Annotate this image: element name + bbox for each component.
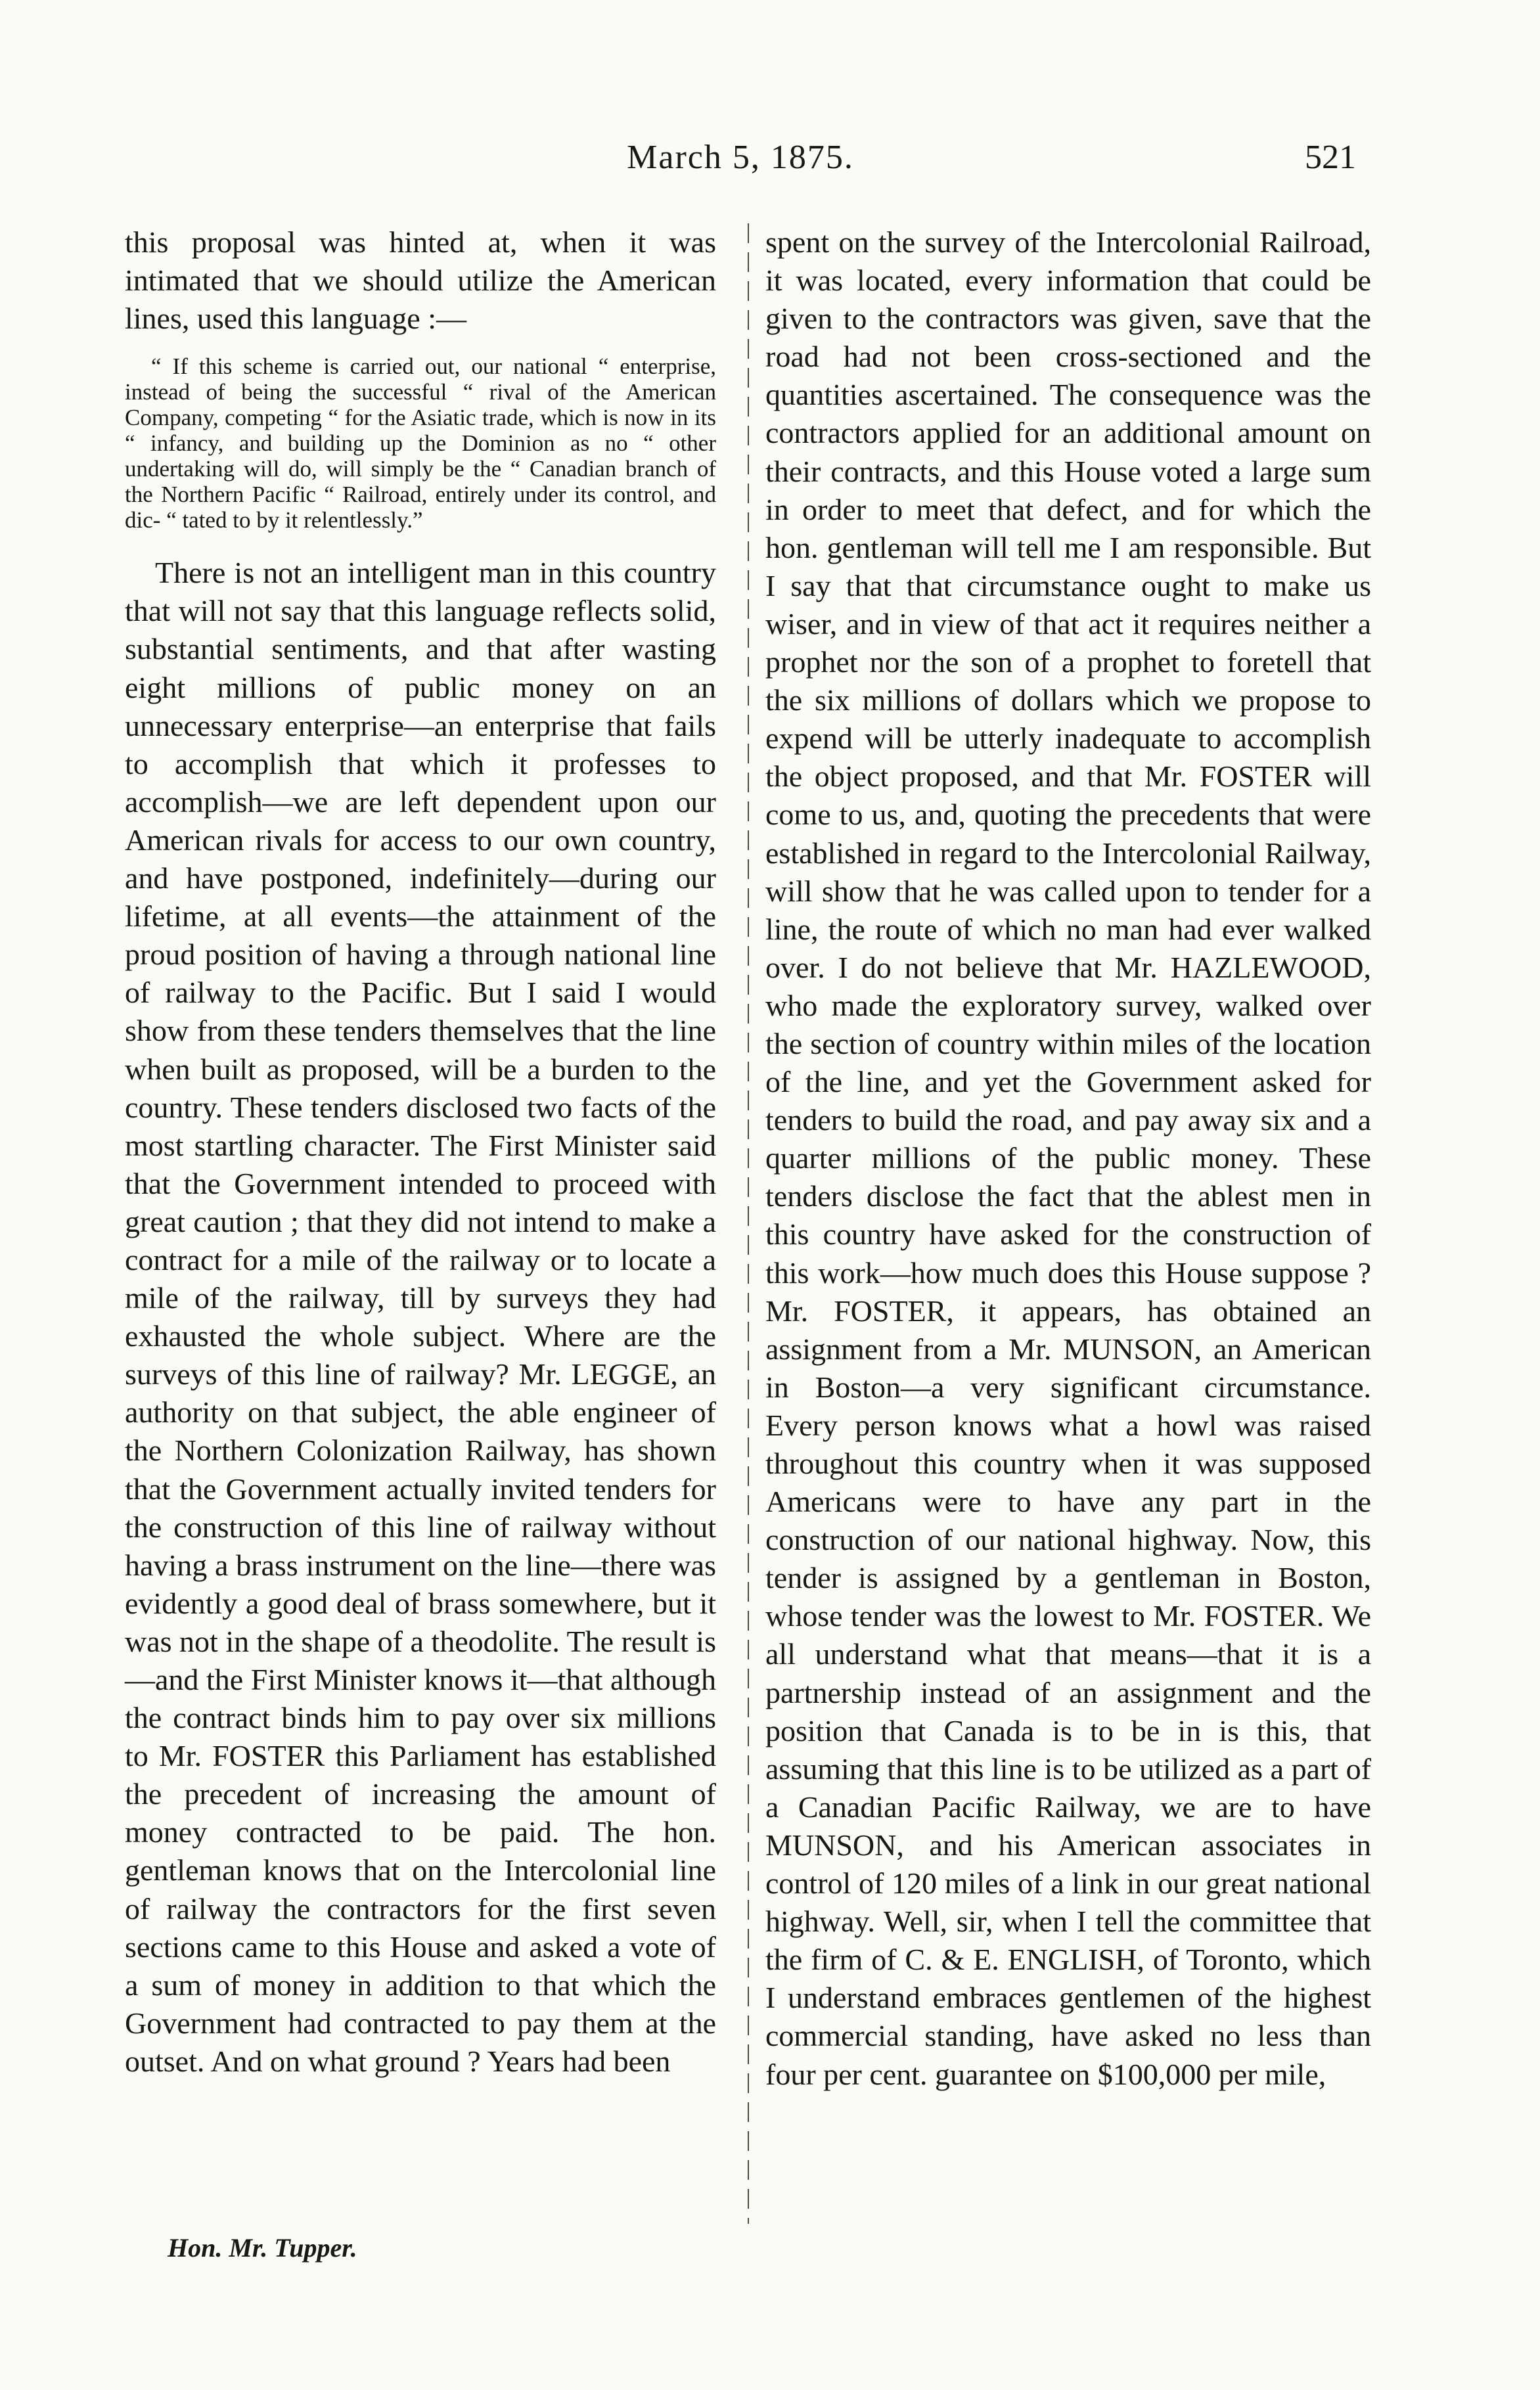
speaker-footer: Hon. Mr. Tupper. [168, 2233, 357, 2263]
left-column [125, 223, 716, 2081]
right-body-paragraph: spent on the survey of the Intercolonial Railroad, it was located, every information that could be given to the contractors was given, save that the road had not been cross-sectioned and the quantities ascertained. The consequence was the contractors applied for an additional amount on their contracts, and this House voted a large sum in order to meet that defect, and for which the hon. gentleman will tell me I am responsible. But I say that that circumstance ought to make us wiser, and in view of that act it requires neither a prophet nor the son of a prophet to foretell that the six millions of dollars which we propose to expend will be utterly inadequate to accomplish the object proposed, and that Mr. FOSTER will come to us, and, quoting the precedents that were established in regard to the Intercolonial Railway, will show that he was called upon to tender for a line, the route of which no man had ever walked over. I do not believe that Mr. HAZLEWOOD, who made the exploratory survey, walked over the section of country within miles of the location of the line, and yet the Government asked for tenders to build the road, and pay away six and a quarter millions of the public money. These tenders disclose the fact that the ablest men in this country have asked for the construction of this work—how much does this House suppose ? Mr. FOSTER, it appears, has obtained an assignment from a Mr. MUNSON, an American in Boston—a very significant circumstance. Every person knows what a howl was raised throughout this country when it was supposed Americans were to have any part in the construction of our national highway. Now, this tender is assigned by a gentleman in Boston, whose tender was the lowest to Mr. FOSTER. We all understand what that means—that it is a partnership instead of an assignment and the position that Canada is to be in is this, that assuming that this line is to be utilized as a part of a Canadian Pacific Railway, we are to have MUNSON, and his American associates in control of 120 miles of a link in our great national highway. Well, sir, when I tell the committee that the firm of C. & E. ENGLISH, of Toronto, which I understand embraces gentlemen of the highest commercial standing, have asked no less than four per cent. guarantee on $100,000 per mile, [765, 225, 1371, 2091]
page-header [125, 131, 1356, 184]
block-quote: “ If this scheme is carried out, our national “ enterprise, instead of being the successful “ rival of the American Company, competing “ for the Asiatic trade, which is now in its “ infancy, and building up the Dominion as no “ other undertaking will do, will simply be the “ Canadian branch of the Northern Pacific “ Railroad, entirely under its control, and dic- “ tated to by it relentlessly.” [125, 353, 716, 533]
page-number: 521 [1305, 139, 1356, 176]
left-intro-paragraph: this proposal was hinted at, when it was intimated that we should utilize the American lines, used this language :— [125, 225, 716, 336]
right-column [765, 223, 1371, 2094]
page-date: March 5, 1875. [627, 139, 854, 176]
left-body-paragraph: There is not an intelligent man in this country that will not say that this language reflects solid, substantial sentiments, and that after wasting eight millions of public money on an unnecessary enterprise—an enterprise that fails to accomplish that which it professes to accomplish—we are left dependent upon our American rivals for access to our own country, and have postponed, indefinitely—during our lifetime, at all events—the attainment of the proud position of having a through national line of railway to the Pacific. But I said I would show from these tenders themselves that the line when built as proposed, will be a burden to the country. These tenders disclosed two facts of the most startling character. The First Minister said that the Government intended to proceed with great caution ; that they did not intend to make a contract for a mile of the railway or to locate a mile of the railway, till by surveys they had exhausted the whole subject. Where are the surveys of this line of railway? Mr. LEGGE, an authority on that subject, the able engineer of the Northern Colonization Railway, has shown that the Government actually invited tenders for the construction of this line of railway without having a brass instrument on the line—there was evidently a good deal of brass somewhere, but it was not in the shape of a theodolite. The result is—and the First Minister knows it—that although the contract binds him to pay over six millions to Mr. FOSTER this Parliament has established the precedent of increasing the amount of money contracted to be paid. The hon. gentleman knows that on the Intercolonial line of railway the contractors for the first seven sections came to this House and asked a vote of a sum of money in addition to that which the Government had contracted to pay them at the outset. And on what ground ? Years had been [125, 556, 716, 2078]
column-divider [748, 223, 749, 2224]
